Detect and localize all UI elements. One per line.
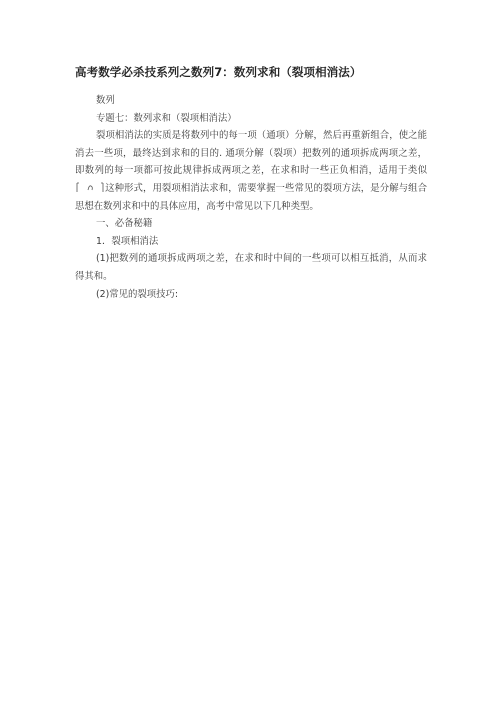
intro-paragraph [75, 127, 427, 215]
intro-text-part1: 裂项相消法的实质是将数列中的每一项（通项）分解，然后再重新组合，使之能消去一些项，最终达到求和的目的. 通项分解（裂项）把数列的通项拆成两项之差，即数列的每一项都可按此规律拆成两项之差，在求和时一些正负相消，适用于类似 [75, 130, 427, 177]
document-body [75, 92, 427, 303]
section-label: 数列 [96, 95, 115, 106]
method-item-2: (2)常见的裂项技巧: [96, 288, 179, 300]
heading-method: 1．裂项相消法 [96, 235, 159, 247]
fraction-formula-image [75, 182, 105, 193]
method-item-1: (1)把数列的通项拆成两项之差，在求和时中间的一些项可以相互抵消，从而求得其和。 [75, 253, 427, 282]
heading-essentials: 一、必备秘籍 [96, 218, 153, 230]
document-title: 高考数学必杀技系列之数列7：数列求和（裂项相消法） [75, 65, 362, 79]
topic-line: 专题七：数列求和（裂项相消法） [96, 112, 237, 124]
intro-text-part2: 这种形式，用裂项相消法求和，需要掌握一些常见的裂项方法，是分解与组合思想在数列求和中的具体应用，高考中常见以下几种类型。 [75, 182, 427, 212]
